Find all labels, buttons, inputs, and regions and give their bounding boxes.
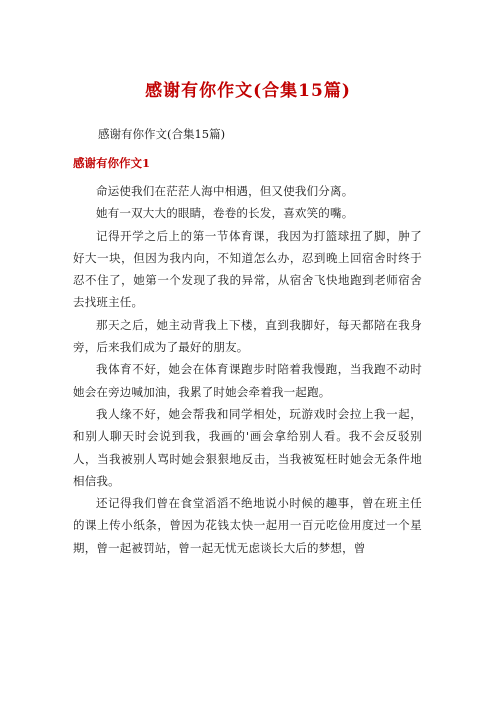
paragraph: 我体育不好，她会在体育课跑步时陪着我慢跑，当我跑不动时她会在旁边喊加油，我累了时她会牵着我一起跑。 (73, 362, 422, 399)
paragraph: 那天之后，她主动背我上下楼，直到我脚好，每天都陪在我身旁，后来我们成为了最好的朋友。 (73, 317, 422, 355)
paragraph: 命运使我们在茫茫人海中相遇，但又使我们分离。 (96, 184, 354, 198)
paragraph: 她有一双大大的眼睛，卷卷的长发，喜欢笑的嘴。 (96, 206, 354, 221)
paragraph: 记得开学之后上的第一节体育课，我因为打篮球扭了脚，肿了好大一块，但因为我内向，不知道怎么办，忍到晚上回宿舍时终于忍不住了，她第一个发现了我的异常，从宿舍飞快地跑到老师宿舍去找班主任。 (73, 228, 422, 310)
section-heading: 感谢有你作文1 (73, 156, 151, 170)
essay-body (73, 180, 422, 559)
paragraph: 还记得我们曾在食堂滔滔不绝地说小时候的趣事，曾在班主任的课上传小纸条，曾因为花钱太快一起用一百元吃俭用度过一个星期，曾一起被罚站，曾一起无忧无虑谈长大后的梦想，曾 (73, 496, 422, 555)
document-subtitle: 感谢有你作文(合集15篇) (98, 127, 226, 141)
paragraph: 我人缘不好，她会帮我和同学相处，玩游戏时会拉上我一起，和别人聊天时会说到我，我画的'画会拿给别人看。我不会反驳别人，当我被别人骂时她会狠狠地反击，当我被冤枉时她会无条件地相信我。 (73, 406, 422, 488)
document-title: 感谢有你作文(合集15篇) (145, 81, 351, 101)
